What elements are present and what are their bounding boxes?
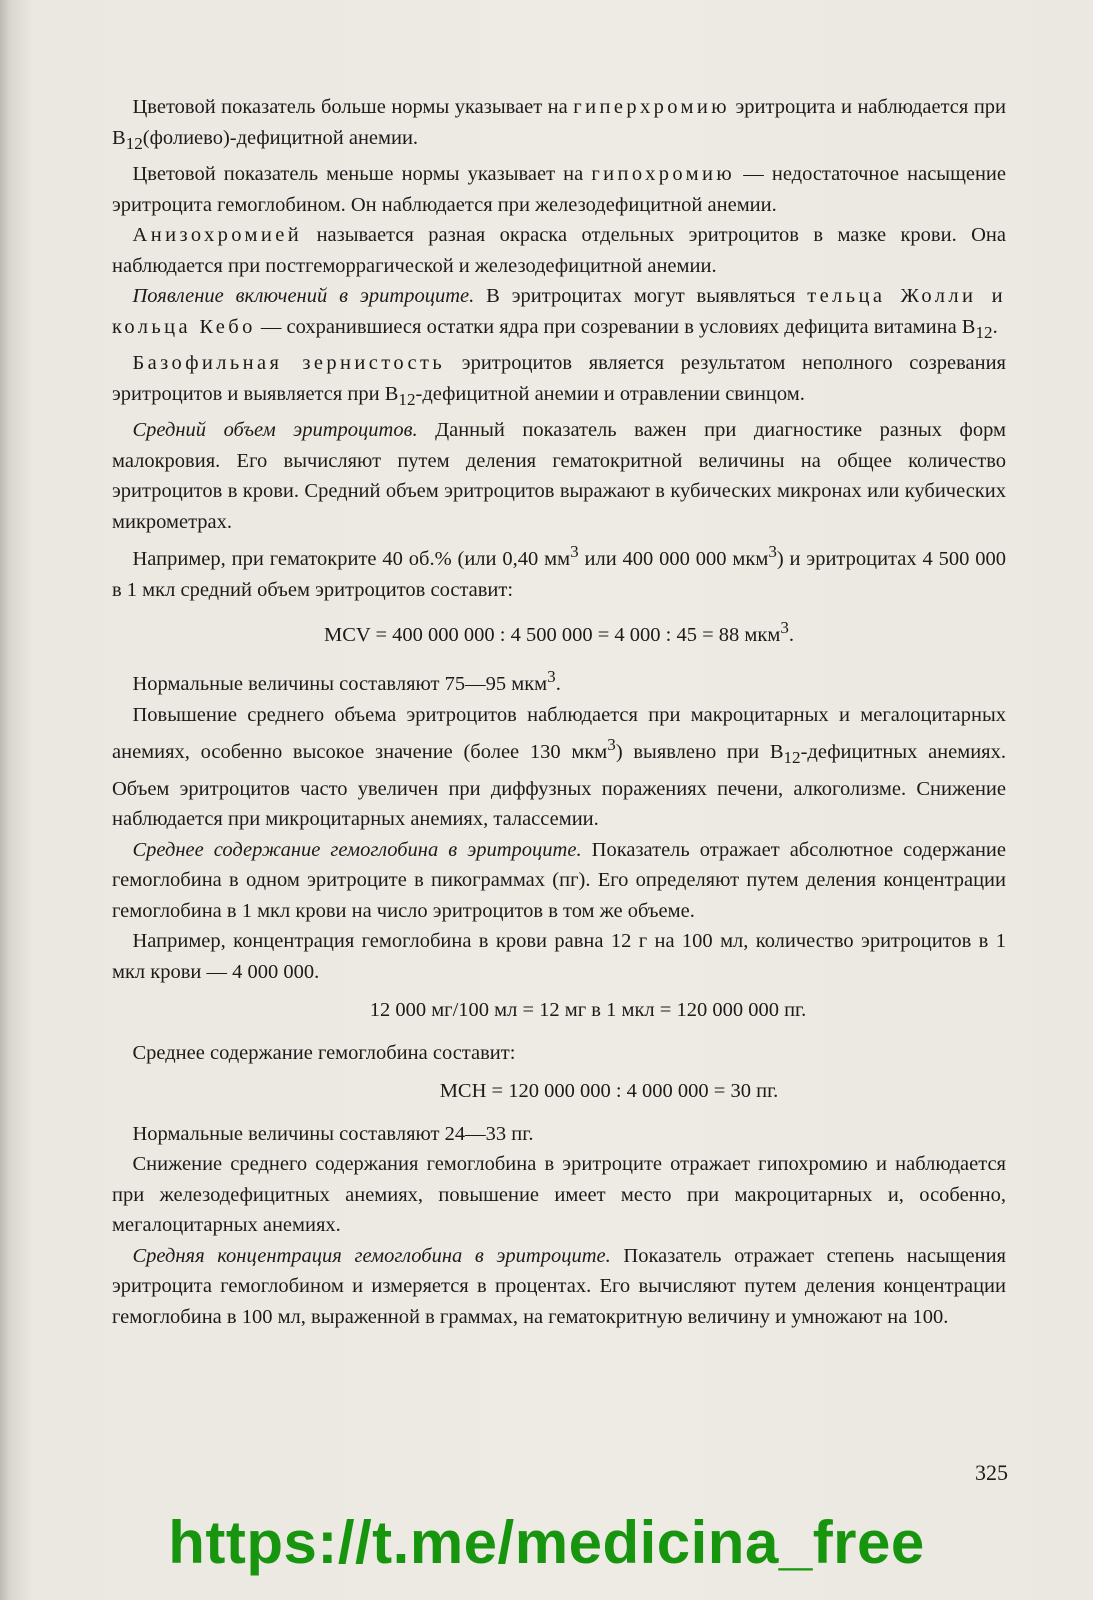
paragraph-basophilic [112,348,1006,415]
text: эритроцитов является результатом неполного созревания эритроцитов и выявляется при B [112,352,1006,405]
paragraph-hypochromia [112,159,1006,220]
heading-mcv: Средний объем эритроцитов. [132,419,418,442]
paragraph-inclusions [112,281,1006,348]
watermark-link: https://t.me/medicina_free [168,1509,925,1576]
paragraph-mch-result [112,1038,1006,1069]
term-basophilic-stippling: Базофильная зернистость [132,352,446,375]
text: или 400 000 000 мкм [578,548,769,571]
text: . [555,673,561,696]
text: -дефицитной анемии и отравлении свинцом. [415,382,805,405]
term-anisochromia: Анизохромией [132,224,303,247]
superscript: 3 [607,735,616,755]
formula-hemoglobin [112,995,1006,1026]
paragraph-mch [112,835,1006,927]
superscript: 3 [547,667,556,687]
text: Снижение среднего содержания гемоглобина в эритроците отражает гипохромию и наблюдается при железодефицитных анемиях, повышение имеет место при макроцитарных и, особенно, мегалоцитарных анемиях. [112,1153,1006,1237]
text: Цветовой показатель больше нормы указывает на [132,96,574,118]
text: -дефицитных анемиях. Объем эритроцитов часто увеличен при диффузных поражениях печени, алкоголизме. Снижение наблюдается при микроцитарных анемиях, талассемии. [112,741,1006,831]
paragraph-anisochromia [112,220,1006,281]
text: Данный показатель важен при диагностике разных форм малокровия. Его вычисляют путем деления гематокритной величины на общее количество эритроцитов в крови. Средний объем эритроцитов выражают в кубических микронах или кубических микрометрах. [112,419,1006,533]
page-number: 325 [975,1460,1008,1485]
paragraph-mcv-example [112,537,1006,605]
term-hyperchromia: гиперхромию [573,96,730,118]
page-body [112,92,1006,1332]
text: В эритроцитах могут выявляться [474,285,808,308]
text: Повышение среднего объема эритроцитов наблюдается при макроцитарных и мегалоцитарных анемиях, особенно высокое значение (более 130 мкм [112,703,1006,764]
formula-mch [112,1076,1006,1107]
text: — сохранившиеся остатки ядра при созревании в условиях дефицита витамина B [255,315,976,338]
superscript: 3 [780,618,789,638]
text: называется разная окраска отдельных эритроцитов в мазке крови. Она наблюдается при постгеморрагической и железодефицитной анемии. [112,224,1006,277]
heading-mchc: Средняя концентрация гемоглобина в эритроците. [132,1244,611,1267]
text: . [992,315,998,338]
text: . [788,623,794,646]
text: (фолиево)-дефицитной анемии. [142,126,419,149]
paragraph-mch-decrease [112,1149,1006,1241]
subscript: 12 [398,389,416,409]
subscript: 12 [125,133,143,153]
term-jolly-bodies: тельца Жолли и кольца Кебо [112,285,1007,338]
term-hypochromia: гипохромию [591,163,736,186]
text: эритроцита и наблюдается при B [112,96,1007,149]
paragraph-hyperchromia [112,92,1006,159]
subscript: 12 [783,748,801,768]
heading-inclusions: Появление включений в эритроците. [132,285,475,308]
superscript: 3 [570,542,579,562]
text: MCH = 120 000 000 : 4 000 000 = 30 пг. [439,1080,779,1103]
text: MCV = 400 000 000 : 4 500 000 = 4 000 : 45 = 88 мкм [324,623,781,646]
text: ) и эритроцитах 4 500 000 в 1 мкл средний объем эритроцитов составит: [112,548,1006,601]
text: 12 000 мг/100 мл = 12 мг в 1 мкл = 120 000 000 пг. [369,999,807,1022]
text: Нормальные величины составляют 24—33 пг. [132,1122,534,1145]
paragraph-mchc [112,1241,1006,1333]
text: Например, концентрация гемоглобина в крови равна 12 г на 100 мл, количество эритроцитов в 1 мкл крови — 4 000 000. [112,930,1006,983]
paragraph-mcv [112,415,1006,537]
heading-mch: Среднее содержание гемоглобина в эритроците. [132,838,582,861]
paragraph-mcv-normal [112,662,1006,699]
paragraph-mcv-increase [112,700,1006,835]
text: — недостаточное насыщение эритроцита гемоглобином. Он наблюдается при железодефицитной анемии. [112,163,1006,216]
paragraph-mch-example [112,926,1006,987]
paragraph-mch-normal [112,1119,1006,1150]
superscript: 3 [768,542,777,562]
text: Например, при гематокрите 40 об.% (или 0,40 мм [132,548,571,571]
text: ) выявлено при B [615,741,784,764]
text: Показатель отражает степень насыщения эритроцита гемоглобином и измеряется в процентах. Его вычисляют путем деления концентрации гемоглобина в 100 мл, выраженной в граммах, на гематокритную величину и умножают на 100. [112,1244,1006,1328]
subscript: 12 [975,322,993,342]
text: Показатель отражает абсолютное содержание гемоглобина в одном эритроците в пикограммах (пг). Его определяют путем деления концентрации гемоглобина в 1 мкл крови на число эритроцитов в том же объеме. [112,838,1006,922]
text: Нормальные величины составляют 75—95 мкм [132,673,548,696]
text: Среднее содержание гемоглобина составит: [132,1041,516,1064]
text: Цветовой показатель меньше нормы указывает на [132,163,592,186]
formula-mcv [112,613,1006,650]
